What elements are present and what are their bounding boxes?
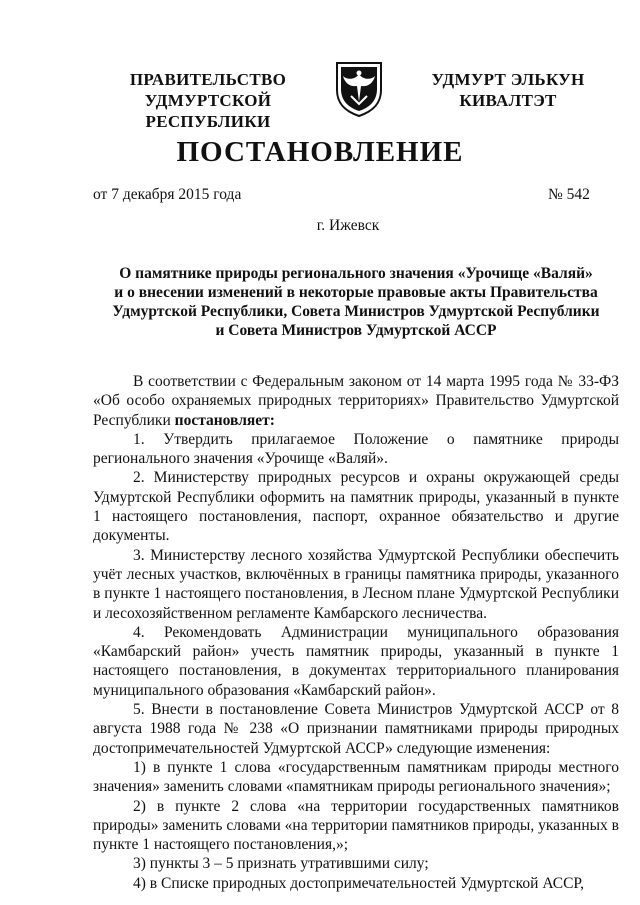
body-paragraph: 4. Рекомендовать Администрации муниципального образования «Камбарский район» учесть памятник природы, указанный в пункте 1 настоящего постановления, в документах территориального планирования муниципального образования «Камбарский район». xyxy=(93,623,619,699)
subject-line: и о внесении изменений в некоторые правовые акты Правительства xyxy=(114,284,598,301)
subject-line: О памятнике природы регионального значения «Урочище «Валяй» xyxy=(119,265,593,282)
body-paragraph: 1. Утвердить прилагаемое Положение о памятнике природы регионального значения «Урочище «Валяй». xyxy=(93,430,619,468)
body-paragraph: 4) в Списке природных достопримечательностей Удмуртской АССР, xyxy=(133,874,584,892)
preamble-text: В соответствии с Федеральным законом от 14 марта 1995 года № 33-ФЗ «Об особо охраняемых природных территориях» Правительство Удмуртской Республики xyxy=(93,373,619,429)
body-paragraph: 3. Министерству лесного хозяйства Удмуртской Республики обеспечить учёт лесных участков, включённых в границы памятника природы, указанного в пункте 1 настоящего постановления, в Лесном плане Удмуртской Республики и лесохозяйственном регламенте Камбарского лесничества. xyxy=(93,546,619,622)
preamble-paragraph xyxy=(93,372,619,430)
government-name-udmurt xyxy=(418,69,598,111)
document-body xyxy=(93,372,619,893)
body-paragraph: 1) в пункте 1 слова «государственным памятникам природы местного значения» заменить словами «памятникам природы регионального значения»; xyxy=(93,758,619,796)
document-type-title: ПОСТАНОВЛЕНИЕ xyxy=(176,136,464,168)
government-name-line2: УДМУРТСКОЙ РЕСПУБЛИКИ xyxy=(144,91,272,131)
body-paragraph: 5. Внести в постановление Совета Министров Удмуртской АССР от 8 августа 1988 года № 238 «О признании памятниками природы природных достопримечательностей Удмуртской АССР» следующие изменения: xyxy=(93,701,619,757)
body-paragraph: 2. Министерству природных ресурсов и охраны окружающей среды Удмуртской Республики оформить на памятник природы, указанный в пункте 1 настоящего постановления, паспорт, охранное обязательство и другие документы. xyxy=(93,469,619,545)
body-paragraph: 3) пункты 3 – 5 признать утратившими силу; xyxy=(133,855,429,873)
document-city: г. Ижевск xyxy=(316,217,380,234)
government-name-udmurt-line2: КИВАЛТЭТ xyxy=(459,91,557,110)
document-date: от 7 декабря 2015 года xyxy=(93,186,242,203)
body-paragraph: 2) в пункте 2 слова «на территории государственных памятников природы» заменить словами «на территории памятников природы, указанных в пункте 1 настоящего постановления,»; xyxy=(93,797,619,854)
subject-line: и Совета Министров Удмуртской АССР xyxy=(215,322,497,339)
government-name-line1: ПРАВИТЕЛЬСТВО xyxy=(129,70,287,89)
coat-of-arms-emblem xyxy=(333,60,385,118)
document-number: № 542 xyxy=(548,186,590,203)
subject-line: Удмуртской Республики, Совета Министров Удмуртской Республики xyxy=(112,303,600,320)
government-name-russian xyxy=(93,69,323,132)
government-name-udmurt-line1: УДМУРТ ЭЛЬКУН xyxy=(431,70,585,89)
document-subject xyxy=(93,264,619,340)
decree-keyword: постановляет: xyxy=(174,411,275,429)
